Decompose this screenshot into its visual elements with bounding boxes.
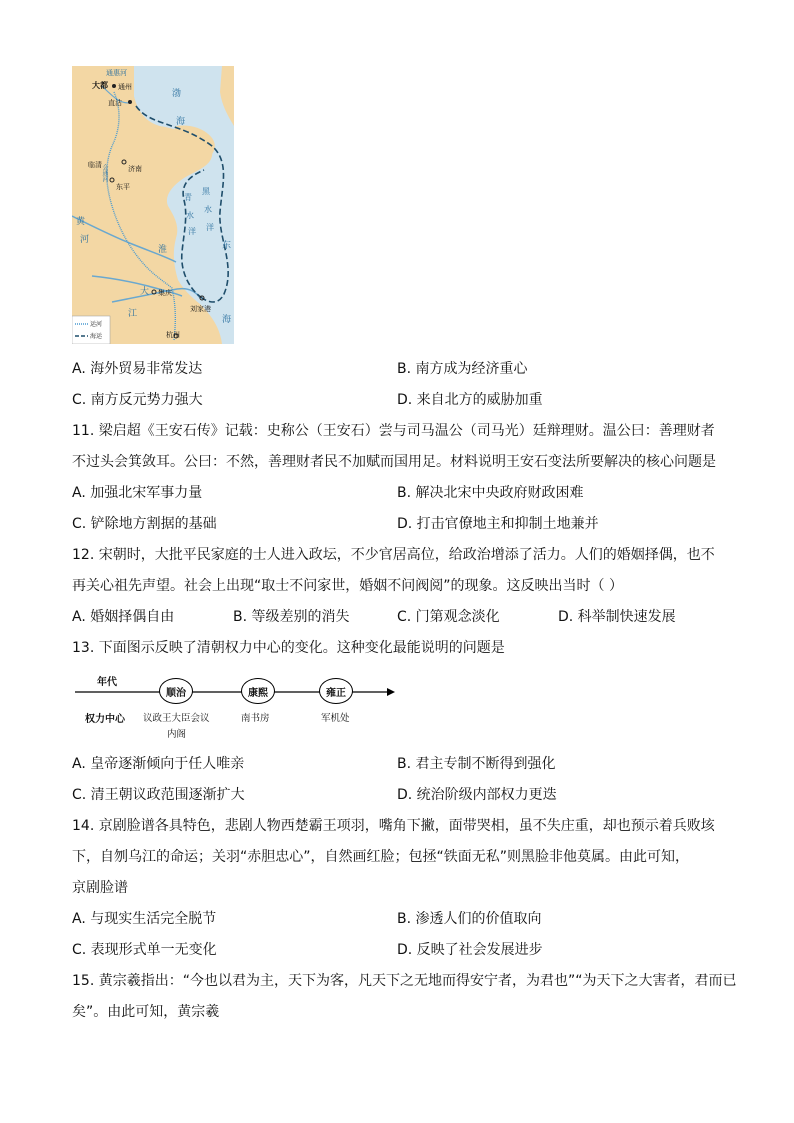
q13-option-d[interactable]: D. 统治阶级内部权力更迭 <box>397 787 557 803</box>
q10-option-d[interactable]: D. 来自北方的威胁加重 <box>397 392 543 408</box>
map-legend-sea: 海运 <box>90 333 103 340</box>
q14-stem-line3: 京剧脸谱 <box>72 880 128 896</box>
q14-option-a[interactable]: A. 与现实生活完全脱节 <box>72 911 217 927</box>
timeline-sub-yizheng: 议政王大臣会议 <box>143 713 210 724</box>
q14-stem-line1: 14. 京剧脸谱各具特色，悲剧人物西楚霸王项羽，嘴角下撇，面带哭相，虽不失庄重，却也预示着兵败垓 <box>72 818 715 834</box>
q11-option-b[interactable]: B. 解决北宋中央政府财政困难 <box>397 485 584 501</box>
q12-stem-line2: 再关心祖先声望。社会上出现“取士不问家世，婚姻不问阀阅”的现象。这反映出当时（ ） <box>72 578 623 594</box>
map-label-jiqing: 集庆 <box>158 289 172 297</box>
q13-option-c[interactable]: C. 清王朝议政范围逐渐扩大 <box>72 787 245 803</box>
map-label-tonghui: 通惠河 <box>106 69 127 77</box>
map-label-dongping: 东平 <box>116 183 130 191</box>
map-label-hai2: 海 <box>222 315 232 325</box>
q13-option-b[interactable]: B. 君主专制不断得到强化 <box>397 756 556 772</box>
q11-stem-line1: 11. 梁启超《王安石传》记载：史称公（王安石）尝与司马温公（司马光）廷辩理财。温公曰：善理财者 <box>72 423 715 439</box>
q14-option-b[interactable]: B. 渗透人们的价值取向 <box>397 911 542 927</box>
map-label-hangzhou: 杭州 <box>166 331 180 339</box>
timeline-node-shunzhi: 顺治 <box>159 678 193 704</box>
q12-option-c[interactable]: C. 门第观念淡化 <box>397 609 500 625</box>
q12-stem-line1: 12. 宋朝时，大批平民家庭的士人进入政坛，不少官居高位，给政治增添了活力。人们的婚姻择偶，也不 <box>72 547 715 563</box>
map-label-liujiagang: 刘家港 <box>190 305 211 313</box>
q14-option-d[interactable]: D. 反映了社会发展进步 <box>397 942 543 958</box>
map-label-zhigu: 直沽 <box>108 99 122 107</box>
yuan-transport-map <box>72 66 234 344</box>
q11-option-d[interactable]: D. 打击官僚地主和抑制土地兼并 <box>397 516 599 532</box>
q10-option-b[interactable]: B. 南方成为经济重心 <box>397 361 528 377</box>
q14-stem-line2: 下，自刎乌江的命运；关羽“赤胆忠心”，自然画红脸；包拯“铁面无私”则黑脸非他莫属。由此可知， <box>72 849 690 865</box>
q12-option-d[interactable]: D. 科举制快速发展 <box>558 609 676 625</box>
map-label-dadu: 大都 <box>92 81 108 90</box>
map-label-hei1: 黑 <box>202 187 210 196</box>
q10-option-a[interactable]: A. 海外贸易非常发达 <box>72 361 203 377</box>
q11-option-a[interactable]: A. 加强北宋军事力量 <box>72 485 203 501</box>
map-label-qing1: 青 <box>184 193 192 202</box>
map-label-huai: 淮 <box>158 245 168 255</box>
q11-option-c[interactable]: C. 铲除地方割据的基础 <box>72 516 217 532</box>
timeline-node-kangxi: 康熙 <box>241 678 275 704</box>
q13-stem: 13. 下面图示反映了清朝权力中心的变化。这种变化最能说明的问题是 <box>72 640 505 656</box>
map-label-huang: 黄 <box>76 217 86 227</box>
q13-option-a[interactable]: A. 皇帝逐渐倾向于任人唯亲 <box>72 756 245 772</box>
map-legend-canal: 运河 <box>90 321 103 328</box>
map-label-qing3: 洋 <box>188 227 196 236</box>
map-label-hei3: 洋 <box>206 223 214 232</box>
timeline-node-yongzheng: 雍正 <box>319 678 353 704</box>
map-label-da: 大 <box>140 287 150 297</box>
map-label-jinan: 济南 <box>128 165 142 173</box>
map-label-huitong: 会通河 <box>101 164 108 182</box>
q12-option-b[interactable]: B. 等级差别的消失 <box>233 609 350 625</box>
map-label-qing2: 水 <box>186 211 194 220</box>
map-label-he: 河 <box>80 235 90 245</box>
timeline-power-label: 权力中心 <box>85 714 125 725</box>
q15-stem-line1: 15. 黄宗羲指出：“今也以君为主，天下为客，凡天下之无地而得安宁者，为君也”“为天下之大害者，君而已 <box>72 973 737 989</box>
timeline-sub-nanshufang: 南书房 <box>241 713 270 724</box>
map-label-linqing: 临清 <box>88 161 102 169</box>
q10-option-c[interactable]: C. 南方反元势力强大 <box>72 392 203 408</box>
timeline-sub-junjichu: 军机处 <box>321 713 350 724</box>
map-label-bo: 渤 <box>172 89 182 99</box>
q12-option-a[interactable]: A. 婚姻择偶自由 <box>72 609 175 625</box>
map-label-hai: 海 <box>176 117 186 127</box>
q11-stem-line2: 不过头会箕敛耳。公曰：不然，善理财者民不加赋而国用足。材料说明王安石变法所要解决的核心问题是 <box>72 454 716 470</box>
q15-stem-line2: 矣”。由此可知，黄宗羲 <box>72 1004 220 1020</box>
map-label-tongzhou: 通州 <box>118 83 132 91</box>
map-label-hei2: 水 <box>204 205 212 214</box>
timeline-era-label: 年代 <box>97 677 117 688</box>
map-label-dong: 东 <box>222 241 232 251</box>
qing-power-timeline <box>75 670 405 742</box>
q14-option-c[interactable]: C. 表现形式单一无变化 <box>72 942 217 958</box>
timeline-sub-neige: 内阁 <box>167 729 187 740</box>
map-label-jiang: 江 <box>128 309 138 319</box>
